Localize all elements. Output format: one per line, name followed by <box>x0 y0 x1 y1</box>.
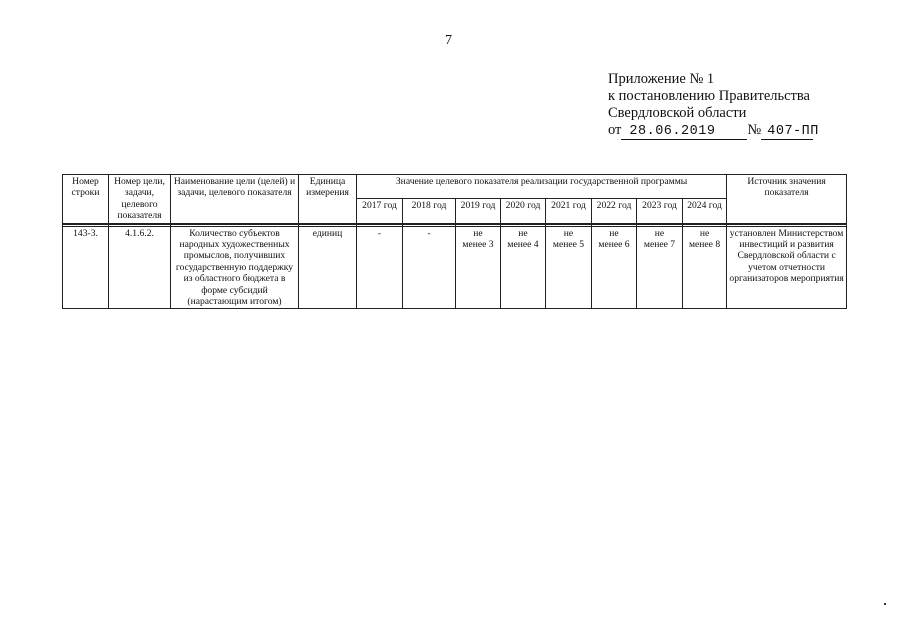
header-year: 2017 год <box>357 199 403 224</box>
header-year: 2019 год <box>456 199 501 224</box>
cell-unit: единиц <box>299 226 357 309</box>
cell-row-number: 143-3. <box>63 226 109 309</box>
cell-value: не менее 3 <box>456 226 501 309</box>
page-number: 7 <box>445 33 452 48</box>
header-year: 2021 год <box>546 199 592 224</box>
header-values-group: Значение целевого показателя реализации государственной программы <box>357 175 727 199</box>
resolution-number: 407-ПП <box>761 125 813 140</box>
header-goal-number: Номер цели, задачи, целевого показателя <box>109 175 171 224</box>
cell-source: установлен Министерством инвестиций и развития Свердловской области с учетом отчетности организаторов мероприятия <box>727 226 847 309</box>
table-row <box>63 226 847 309</box>
header-year: 2023 год <box>637 199 683 224</box>
scan-dot <box>884 603 886 605</box>
header-year: 2022 год <box>592 199 637 224</box>
cell-value: не менее 5 <box>546 226 592 309</box>
cell-value: не менее 6 <box>592 226 637 309</box>
header-indicator-name: Наименование цели (целей) и задачи, целевого показателя <box>171 175 299 224</box>
appendix-header <box>608 71 868 140</box>
header-year: 2020 год <box>501 199 546 224</box>
header-year: 2018 год <box>403 199 456 224</box>
header-row <box>63 175 847 199</box>
cell-goal-number: 4.1.6.2. <box>109 226 171 309</box>
appendix-resolution: к постановлению Правительства <box>608 88 810 104</box>
cell-value: не менее 8 <box>683 226 727 309</box>
header-row-number: Номер строки <box>63 175 109 224</box>
date-prefix: от <box>608 122 622 138</box>
resolution-date: 28.06.2019 <box>621 125 747 140</box>
header-source: Источник значения показателя <box>727 175 847 224</box>
number-prefix: № <box>747 122 762 138</box>
cell-value: - <box>357 226 403 309</box>
indicator-table <box>62 174 847 309</box>
cell-value: не менее 4 <box>501 226 546 309</box>
cell-indicator-name: Количество субъектов народных художественных промыслов, получивших государственную поддержку из областного бюджета в форме субсидий (нарастающим итогом) <box>171 226 299 309</box>
appendix-date-line <box>608 122 868 140</box>
header-unit: Единица измерения <box>299 175 357 224</box>
cell-value: не менее 7 <box>637 226 683 309</box>
header-year: 2024 год <box>683 199 727 224</box>
cell-value: - <box>403 226 456 309</box>
appendix-region: Свердловской области <box>608 105 747 121</box>
appendix-title: Приложение № 1 <box>608 71 715 87</box>
